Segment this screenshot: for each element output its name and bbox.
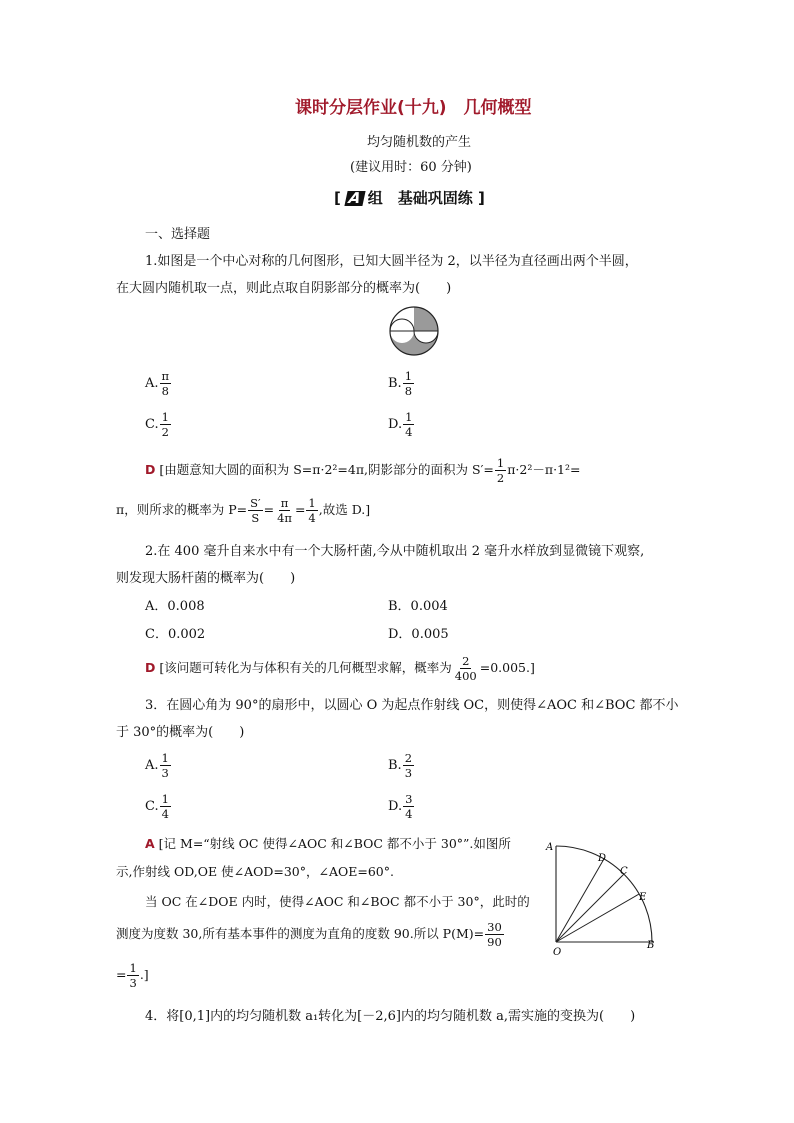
section-title: 一、选择题 <box>145 227 211 242</box>
group-bracket-left: [ <box>334 189 341 207</box>
q1-option-a: A. $\frac{\pi}{8}$ <box>145 369 170 399</box>
q3-answer-line4: 测度为度数 30,所有基本事件的测度为直角的度数 90.所以 P(M)= $\frac{30}{90}$ <box>116 920 502 950</box>
q2-option-d: D．0.005 <box>388 627 449 642</box>
group-bracket-right: ] <box>477 189 485 207</box>
q3-answer-line1: A [记 M=“射线 OC 使得∠AOC 和∠BOC 都不小于 30°”.如图所 <box>145 836 511 851</box>
q2-answer-letter: D <box>145 660 156 676</box>
q1-answer-line1: D [由题意知大圆的面积为 S=π·2²=4π,阴影部分的面积为 S′= $\frac{1}{2}$ π·2²－π·1²= <box>145 456 581 486</box>
q2-option-b: B．0.004 <box>388 599 448 614</box>
q1-option-b: B. $\frac{1}{8}$ <box>388 369 413 399</box>
q3-answer-line3: 当 OC 在∠DOE 内时，使得∠AOC 和∠BOC 都不小于 30°，此时的 <box>145 894 530 909</box>
q1-stem-line2: 在大圆内随机取一点，则此点取自阴影部分的概率为( ) <box>116 281 452 296</box>
time-note: (建议用时：60 分钟) <box>350 160 472 175</box>
ray-oc <box>556 874 624 942</box>
q2-stem-line1: 2.在 400 毫升自来水中有一个大肠杆菌,今从中随机取出 2 毫升水样放到显微镜下观察, <box>145 544 645 559</box>
q3-option-b: B. $\frac{2}{3}$ <box>388 751 413 781</box>
q3-option-c: C. $\frac{1}{4}$ <box>145 792 169 822</box>
q1-option-c: C. $\frac{1}{2}$ <box>145 410 169 440</box>
ray-od <box>556 859 604 942</box>
q3-answer-line2: 示,作射线 OD,OE 使∠AOD=30°，∠AOE=60°. <box>116 864 394 879</box>
q2-option-a: A．0.008 <box>145 599 205 614</box>
q3-answer-letter: A <box>145 836 155 851</box>
ray-oe <box>556 894 639 942</box>
q1-stem-line1: 1.如图是一个中心对称的几何图形，已知大圆半径为 2，以半径为直径画出两个半圆， <box>145 254 638 269</box>
q3-stem-line1: 3．在圆心角为 90°的扇形中，以圆心 O 为起点作射线 OC，则使得∠AOC 和∠BOC 都不小 <box>145 698 679 713</box>
page-subtitle: 均匀随机数的产生 <box>367 135 472 150</box>
label-c: C <box>620 866 628 877</box>
q2-answer: D [该问题可转化为与体积有关的几何概型求解，概率为 $\frac{2}{400}$ =0.005.] <box>145 654 535 684</box>
group-letter-badge: A <box>344 191 365 206</box>
q3-answer-line5: = $\frac{1}{3}$ .] <box>116 961 149 991</box>
q2-stem-line2: 则发现大肠杆菌的概率为( ) <box>116 571 296 586</box>
q3-option-a: A. $\frac{1}{3}$ <box>145 751 169 781</box>
group-heading <box>334 191 485 206</box>
label-a: A <box>546 842 554 853</box>
q1-answer-line2: π，则所求的概率为 P= $\frac{S'}{S}$ = $\frac{\pi}{4\pi}$ = $\frac{1}{4}$ ,故选 D.] <box>116 496 371 526</box>
label-o: O <box>553 947 562 958</box>
label-b: B <box>647 940 655 951</box>
label-d: D <box>598 853 607 864</box>
q1-circle-figure <box>386 305 442 357</box>
group-label: 组 基础巩固练 <box>367 189 473 207</box>
q2-option-c: C．0.002 <box>145 627 206 642</box>
q1-option-d: D. $\frac{1}{4}$ <box>388 410 413 440</box>
q3-option-d: D. $\frac{3}{4}$ <box>388 792 413 822</box>
q1-answer-letter: D <box>145 462 156 478</box>
q3-stem-line2: 于 30°的概率为( ) <box>116 725 245 740</box>
page-title: 课时分层作业(十九) 几何概型 <box>295 98 532 118</box>
q3-sector-figure <box>540 838 660 958</box>
label-e: E <box>639 892 647 903</box>
q4-stem-line1: 4．将[0,1]内的均匀随机数 a₁转化为[－2,6]内的均匀随机数 a,需实施的变换为( ) <box>145 1009 636 1024</box>
